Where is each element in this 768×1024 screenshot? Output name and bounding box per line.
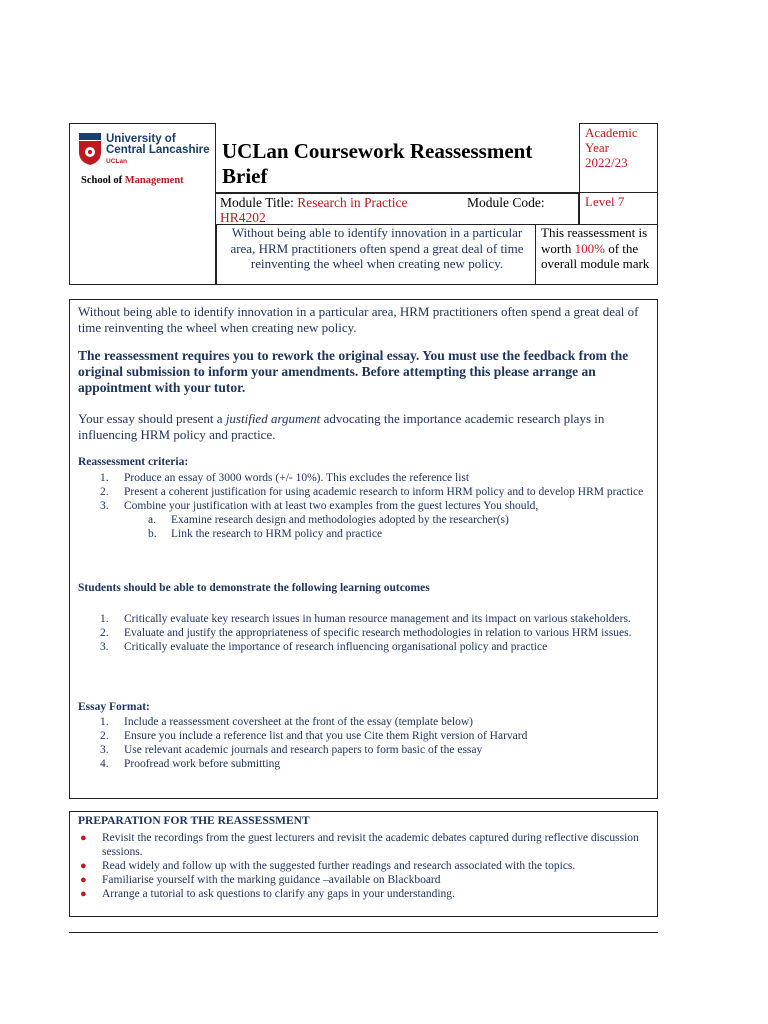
list-text: Familiarise yourself with the marking guidance –available on Blackboard	[102, 874, 441, 886]
sub-list-item	[78, 527, 650, 541]
worth-text	[541, 225, 655, 272]
worth-suffix: of the overall module mark	[541, 240, 650, 271]
divider	[69, 932, 658, 933]
level-cell	[579, 193, 658, 225]
format-heading: Essay Format:	[78, 701, 150, 713]
logo-uclan: UCLan	[106, 158, 127, 165]
academic-year-value: 2022/23	[585, 155, 628, 170]
list-letter: a.	[148, 514, 156, 526]
list-text: Link the research to HRM policy and practice	[171, 528, 383, 540]
logo-cell	[69, 123, 216, 285]
page-title: UCLan Coursework Reassessment Brief	[222, 139, 533, 188]
argument-suffix: advocating the importance academic research plays in influencing HRM policy and practice.	[78, 411, 605, 442]
academic-year-label: Academic Year	[585, 125, 638, 155]
list-text: Critically evaluate key research issues in human resource management and its impact on various stakeholders.	[124, 613, 631, 625]
list-text: Produce an essay of 3000 words (+/- 10%). This excludes the reference list	[124, 472, 470, 484]
worth-value: 100%	[574, 240, 605, 256]
list-text: Use relevant academic journals and research papers to form basic of the essay	[124, 744, 483, 756]
list-letter: b.	[148, 528, 157, 540]
academic-year-cell	[579, 123, 658, 193]
list-number: 3.	[100, 641, 109, 653]
list-text: Read widely and follow up with the suggested further readings and research associated with the topics.	[102, 860, 576, 872]
crest-icon	[78, 132, 102, 166]
bullet-icon: ●	[80, 888, 87, 900]
logo-line1: University of	[106, 133, 176, 145]
academic-year	[585, 125, 657, 170]
list-item	[78, 887, 650, 901]
worth-prefix: This reassessment is worth	[541, 225, 648, 256]
title-cell	[216, 123, 579, 193]
module-info	[220, 195, 545, 225]
list-item	[78, 729, 650, 743]
list-number: 2.	[100, 730, 109, 742]
description-cell	[216, 225, 536, 285]
bullet-icon: ●	[80, 874, 87, 886]
list-number: 1.	[100, 472, 109, 484]
list-item	[78, 743, 650, 757]
module-code: HR4202	[220, 210, 266, 225]
logo-line2: Central Lancashire	[106, 144, 210, 156]
school-prefix: School of	[81, 175, 125, 186]
module-cell	[216, 193, 579, 225]
list-number: 2.	[100, 486, 109, 498]
school-name	[81, 175, 184, 186]
list-number: 4.	[100, 758, 109, 770]
preparation-heading: PREPARATION FOR THE REASSESSMENT	[78, 815, 310, 827]
sub-list-item	[78, 513, 650, 527]
format-list	[78, 715, 650, 771]
list-text: Revisit the recordings from the guest lecturers and revisit the academic debates captured during reflective discussion sessions.	[102, 832, 639, 858]
list-item	[78, 640, 650, 654]
list-text: Combine your justification with at least two examples from the guest lectures You should,	[124, 500, 539, 512]
list-item	[78, 757, 650, 771]
list-text: Ensure you include a reference list and that you use Cite them Right version of Harvard	[124, 730, 528, 742]
list-number: 3.	[100, 744, 109, 756]
argument-paragraph	[78, 411, 650, 443]
module-code-label: Module Code:	[467, 195, 545, 210]
intro-paragraph: Without being able to identify innovation in a particular area, HRM practitioners often spend a great deal of time reinventing the wheel when creating new policy.	[78, 304, 639, 335]
outcomes-heading: Students should be able to demonstrate the following learning outcomes	[78, 582, 430, 594]
preparation-list	[78, 831, 650, 901]
preparation-box	[69, 811, 658, 917]
bullet-icon: ●	[80, 860, 87, 872]
level: Level 7	[585, 194, 625, 209]
module-title-label: Module Title:	[220, 195, 298, 210]
list-text: Critically evaluate the importance of research influencing organisational policy and practice	[124, 641, 548, 653]
list-text: Proofread work before submitting	[124, 758, 281, 770]
list-number: 3.	[100, 500, 109, 512]
brief-box	[69, 299, 658, 799]
list-item	[78, 859, 650, 873]
requirement-paragraph: The reassessment requires you to rework the original essay. You must use the feedback from the original submission to inform your amendments. Before attempting this please arrange an appointment with your tutor.	[78, 348, 629, 395]
list-item	[78, 612, 650, 626]
list-item	[78, 471, 650, 485]
list-text: Examine research design and methodologies adopted by the researcher(s)	[171, 514, 509, 526]
university-name	[106, 134, 210, 156]
list-item	[78, 626, 650, 640]
outcomes-list	[78, 612, 650, 654]
list-text: Present a coherent justification for using academic research to inform HRM policy and to develop HRM practice	[124, 486, 644, 498]
list-number: 1.	[100, 613, 109, 625]
description: Without being able to identify innovation in a particular area, HRM practitioners often spend a great deal of time reinventing the wheel when creating new policy.	[230, 225, 524, 271]
list-number: 2.	[100, 627, 109, 639]
list-text: Evaluate and justify the appropriateness of specific research methodologies in relation to various HRM issues.	[124, 627, 632, 639]
argument-emphasis: justified argument	[225, 411, 321, 426]
university-logo	[78, 132, 214, 168]
list-item	[78, 715, 650, 729]
list-text: Include a reassessment coversheet at the front of the essay (template below)	[124, 716, 474, 728]
school-label: Management	[124, 175, 184, 186]
module-title: Research in Practice	[297, 195, 408, 210]
list-text: Arrange a tutorial to ask questions to clarify any gaps in your understanding.	[102, 888, 455, 900]
argument-prefix: Your essay should present a	[78, 411, 226, 426]
list-item	[78, 873, 650, 887]
list-item	[78, 485, 650, 499]
worth-cell	[536, 225, 658, 285]
bullet-icon: ●	[80, 832, 87, 844]
list-item	[78, 831, 650, 859]
list-number: 1.	[100, 716, 109, 728]
criteria-list	[78, 471, 650, 541]
list-item	[78, 499, 650, 513]
header-table	[69, 123, 658, 285]
criteria-heading: Reassessment criteria:	[78, 456, 189, 468]
